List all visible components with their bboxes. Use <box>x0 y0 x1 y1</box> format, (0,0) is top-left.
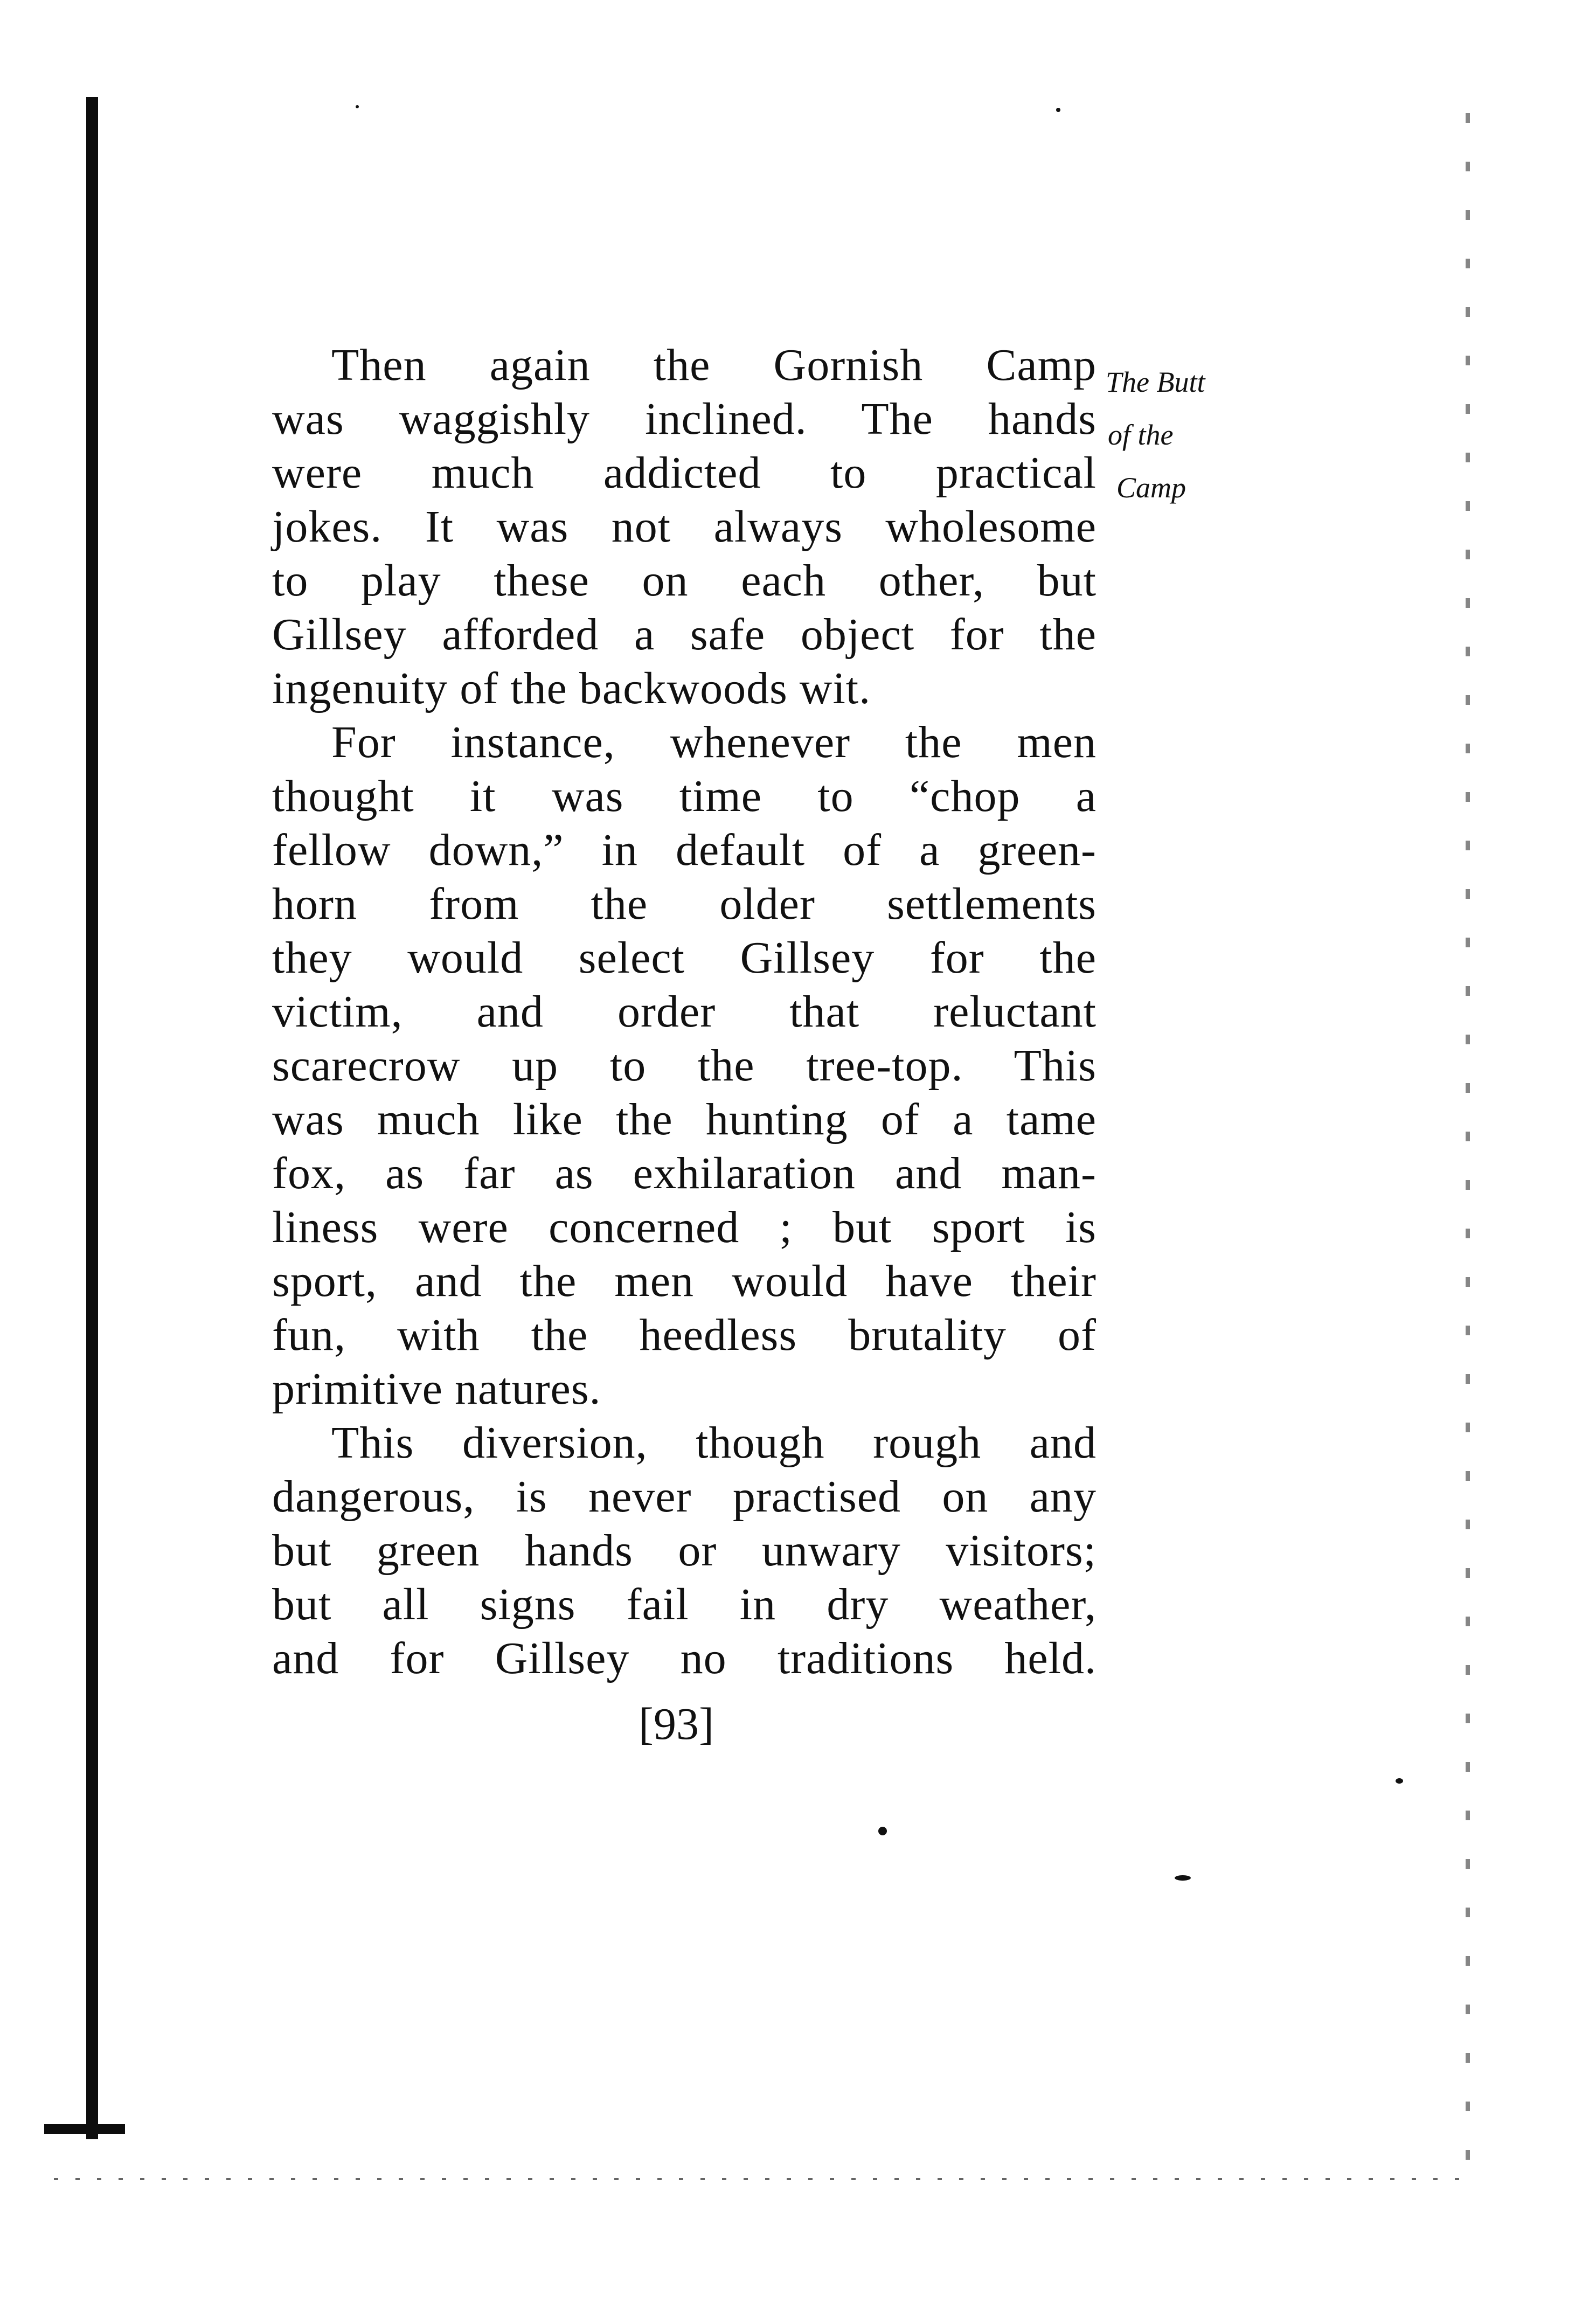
scan-speck <box>878 1827 887 1835</box>
paragraph <box>272 338 1097 716</box>
text-line: dangerous, is never practised on any <box>272 1472 1097 1522</box>
text-line: primitive natures. <box>272 1364 601 1414</box>
marginal-note-line: of the <box>1108 419 1174 451</box>
marginal-note-line: The Butt <box>1106 366 1205 398</box>
text-line: This diversion, though rough and <box>331 1418 1097 1468</box>
text-line: horn from the older settlements <box>272 879 1097 929</box>
text-line: fellow down,” in default of a green- <box>272 825 1097 875</box>
text-line: was much like the hunting of a tame <box>272 1094 1097 1145</box>
text-line: but all signs fail in dry weather, <box>272 1579 1097 1630</box>
body-text <box>272 338 1097 1686</box>
text-line: fun, with the heedless brutality of <box>272 1310 1097 1360</box>
page-number: [93] <box>639 1699 714 1749</box>
scan-speck <box>1175 1875 1191 1881</box>
scan-noise-right <box>1466 113 1470 2172</box>
text-line: Then again the Gornish Camp <box>331 340 1097 390</box>
text-line: victim, and order that reluctant <box>272 987 1097 1037</box>
paragraph <box>272 1416 1097 1686</box>
scan-speck <box>356 105 359 108</box>
text-line: sport, and the men would have their <box>272 1256 1097 1306</box>
paragraph <box>272 716 1097 1416</box>
text-line: scarecrow up to the tree-top. This <box>272 1041 1097 1091</box>
text-line: they would select Gillsey for the <box>272 933 1097 983</box>
binding-edge-foot <box>44 2124 125 2134</box>
text-line: Gillsey afforded a safe object for the <box>272 609 1097 660</box>
text-line: to play these on each other, but <box>272 556 1097 606</box>
text-line: and for Gillsey no traditions held. <box>272 1633 1097 1683</box>
text-line: For instance, whenever the men <box>331 717 1097 767</box>
text-line: but green hands or unwary visitors; <box>272 1526 1097 1576</box>
scan-speck <box>1056 108 1060 112</box>
text-line: were much addicted to practical <box>272 448 1097 498</box>
text-line: jokes. It was not always wholesome <box>272 502 1097 552</box>
text-line: ingenuity of the backwoods wit. <box>272 663 871 713</box>
text-line: was waggishly inclined. The hands <box>272 394 1097 444</box>
text-line: liness were concerned ; but sport is <box>272 1202 1097 1252</box>
marginal-note-line: Camp <box>1116 471 1186 504</box>
text-line: fox, as far as exhilaration and man- <box>272 1148 1097 1198</box>
scan-speck <box>1396 1778 1403 1784</box>
scan-noise-bottom <box>54 2178 1466 2180</box>
marginal-note <box>1106 356 1205 514</box>
binding-edge <box>86 97 98 2139</box>
text-line: thought it was time to “chop a <box>272 771 1097 821</box>
